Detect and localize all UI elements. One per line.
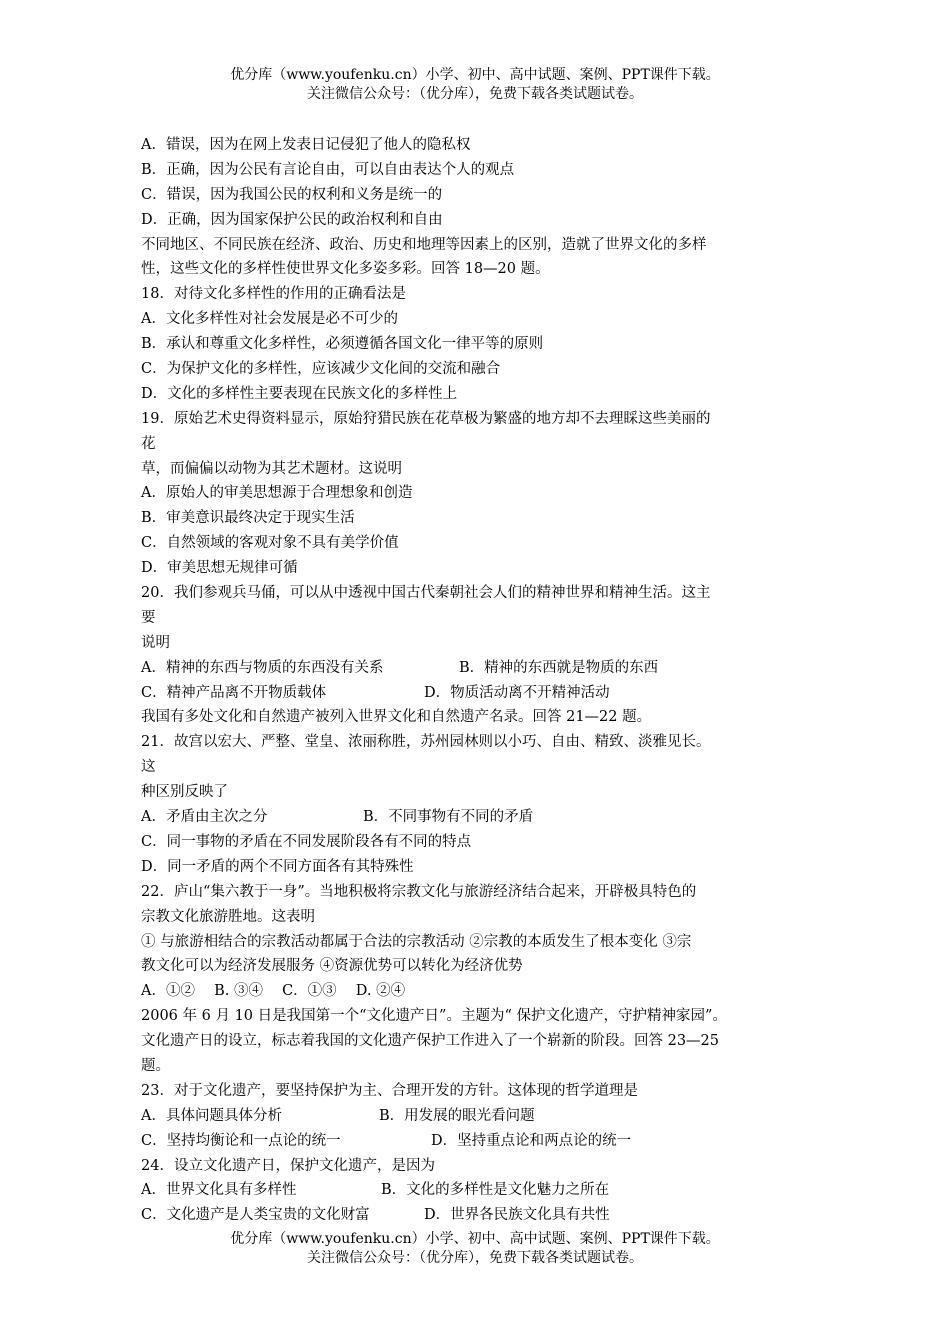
text-line: D．正确，因为国家保护公民的政治权利和自由	[141, 211, 443, 228]
q24-option-d: D．世界各民族文化具有共性	[424, 1207, 610, 1224]
text-line: 教文化可以为经济发展服务 ④资源优势可以转化为经济优势	[141, 958, 523, 975]
q21-option-d: D．同一矛盾的两个不同方面各有其特殊性	[141, 858, 414, 875]
q21-option-a: A．矛盾由主次之分	[141, 809, 268, 826]
text-line: A．原始人的审美思想源于合理想象和创造	[141, 485, 413, 502]
q20-option-d: D．物质活动离不开精神活动	[424, 684, 610, 701]
text-line: ① 与旅游相结合的宗教活动都属于合法的宗教活动 ②宗教的本质发生了根本变化 ③宗	[141, 933, 692, 950]
text-line: 说明	[141, 634, 170, 651]
text-line: B．审美意识最终决定于现实生活	[141, 510, 355, 527]
text-line: D．文化的多样性主要表现在民族文化的多样性上	[141, 385, 458, 402]
text-line: 草，而偏偏以动物为其艺术题材。这说明	[141, 460, 402, 477]
question-24: 24．设立文化遗产日，保护文化遗产，是因为	[141, 1157, 435, 1174]
text-line: 要	[141, 609, 156, 626]
text-line: B．正确，因为公民有言论自由，可以自由表达个人的观点	[141, 161, 515, 178]
question-23: 23．对于文化遗产，要坚持保护为主、合理开发的方针。这体现的哲学道理是	[141, 1082, 638, 1099]
text-line: C．自然领域的客观对象不具有美学价值	[141, 535, 399, 552]
text-line: C．为保护文化的多样性，应该减少文化间的交流和融合	[141, 361, 501, 378]
question-21: 21．故宫以宏大、严整、堂皇、浓丽称胜，苏州园林则以小巧、自由、精致、淡雅见长。	[141, 734, 711, 751]
question-18: 18．对待文化多样性的作用的正确看法是	[141, 286, 406, 303]
page-footer	[0, 1230, 950, 1268]
text-line: B．承认和尊重文化多样性，必须遵循各国文化一律平等的原则	[141, 336, 544, 353]
q22-options: A．①② B. ③④ C．①③ D. ②④	[141, 983, 406, 1000]
passage-line: 2006 年 6 月 10 日是我国第一个“文化遗产日”。主题为“ 保护文化遗产，守护精神家园”。	[141, 1008, 727, 1025]
option-row	[141, 1104, 831, 1129]
option-row	[141, 656, 831, 681]
footer-line-1: 优分库（www.youfenku.cn）小学、初中、高中试题、案例、PPT课件下载。	[230, 1231, 720, 1247]
q20-option-c: C．精神产品离不开物质载体	[141, 684, 327, 701]
passage-line: 题。	[141, 1057, 170, 1074]
page-header	[0, 66, 950, 104]
question-22: 22．庐山“集六教于一身”。当地积极将宗教文化与旅游经济结合起来，开辟极具特色的	[141, 883, 697, 900]
text-line: C．错误，因为我国公民的权利和义务是统一的	[141, 186, 443, 203]
passage-line: 性，这些文化的多样性使世界文化多姿多彩。回答 18—20 题。	[141, 261, 550, 278]
text-line: 这	[141, 759, 156, 776]
question-19: 19．原始艺术史得资料显示，原始狩猎民族在花草极为繁盛的地方却不去理睬这些美丽的	[141, 410, 711, 427]
option-row	[141, 1203, 831, 1228]
text-line: 花	[141, 435, 156, 452]
option-row	[141, 805, 831, 830]
passage-line: 我国有多处文化和自然遗产被列入世界文化和自然遗产名录。回答 21—22 题。	[141, 709, 652, 726]
option-row	[141, 1129, 831, 1154]
question-20: 20．我们参观兵马俑，可以从中透视中国古代秦朝社会人们的精神世界和精神生活。这主	[141, 585, 711, 602]
text-line: A．文化多样性对社会发展是必不可少的	[141, 311, 398, 328]
q24-option-b: B．文化的多样性是文化魅力之所在	[381, 1182, 610, 1199]
q24-option-a: A．世界文化具有多样性	[141, 1182, 297, 1199]
q23-option-b: B．用发展的眼光看问题	[379, 1107, 535, 1124]
header-line-1: 优分库（www.youfenku.cn）小学、初中、高中试题、案例、PPT课件下载。	[230, 67, 720, 83]
q23-option-a: A．具体问题具体分析	[141, 1107, 282, 1124]
q21-option-c: C．同一事物的矛盾在不同发展阶段各有不同的特点	[141, 833, 472, 850]
text-line: A．错误，因为在网上发表日记侵犯了他人的隐私权	[141, 137, 471, 153]
text-line: D．审美思想无规律可循	[141, 560, 298, 577]
text-line: 种区别反映了	[141, 784, 228, 801]
q23-option-c: C．坚持均衡论和一点论的统一	[141, 1132, 341, 1149]
q21-option-b: B．不同事物有不同的矛盾	[363, 809, 534, 826]
footer-line-2: 关注微信公众号：（优分库），免费下载各类试题试卷。	[307, 1250, 643, 1266]
passage-line: 文化遗产日的设立，标志着我国的文化遗产保护工作进入了一个崭新的阶段。回答 23—25	[141, 1033, 720, 1050]
passage-line: 不同地区、不同民族在经济、政治、历史和地理等因素上的区别，造就了世界文化的多样	[141, 236, 707, 253]
q23-option-d: D．坚持重点论和两点论的统一	[431, 1132, 632, 1149]
option-row	[141, 1178, 831, 1203]
q20-option-a: A．精神的东西与物质的东西没有关系	[141, 659, 384, 676]
option-row	[141, 681, 831, 706]
document-body	[141, 133, 831, 1228]
q20-option-b: B．精神的东西就是物质的东西	[459, 659, 659, 676]
q24-option-c: C．文化遗产是人类宝贵的文化财富	[141, 1207, 370, 1224]
header-line-2: 关注微信公众号：（优分库），免费下载各类试题试卷。	[307, 86, 643, 102]
text-line: 宗教文化旅游胜地。这表明	[141, 908, 315, 925]
